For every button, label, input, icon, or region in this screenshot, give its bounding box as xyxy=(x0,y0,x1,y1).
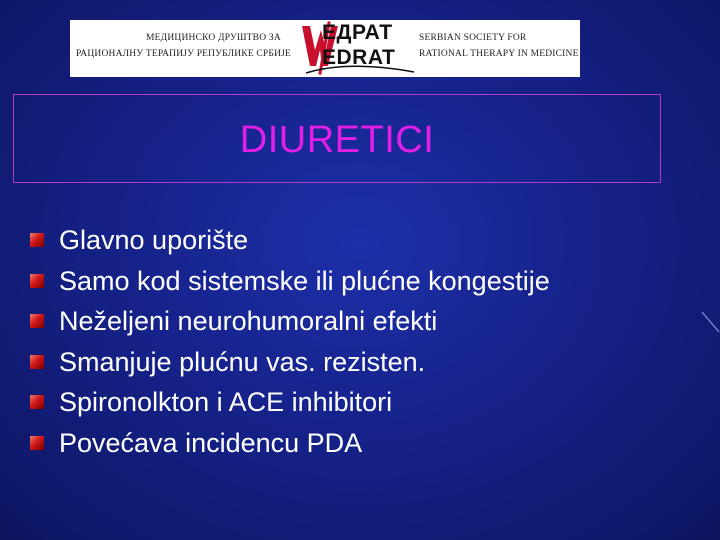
title-box xyxy=(13,94,661,183)
edrat-logo-mark xyxy=(298,20,418,77)
bullet-text: Povećava incidencu PDA xyxy=(59,427,363,458)
bullet-text: Spironolkton i ACE inhibitori xyxy=(59,387,393,417)
logo-mark-bottom: EDRAT xyxy=(322,46,396,69)
bullet-text: Samo kod sistemske ili plućne kongestije xyxy=(59,265,550,296)
bullet-square-icon xyxy=(30,355,44,369)
logo-left-text xyxy=(76,30,298,62)
bullet-square-icon xyxy=(30,233,44,247)
slide-title: DIURETICI xyxy=(239,119,435,161)
logo-left-line-2: РАЦИОНАЛНУ ТЕРАПИЈУ РЕПУБЛИКЕ СРБИЈЕ xyxy=(76,49,292,59)
logo-right-line-2: RATIONAL THERAPY IN MEDICINE xyxy=(419,49,579,59)
bullet-text: Smanjuje plućnu vas. rezisten. xyxy=(59,346,426,377)
society-logo-banner xyxy=(70,20,580,77)
bullet-text: Glavno uporište xyxy=(59,225,249,255)
bullet-square-icon xyxy=(30,395,44,409)
logo-right-text xyxy=(419,30,577,62)
bullet-square-icon xyxy=(30,274,44,288)
logo-left-line-1: МЕДИЦИНСКО ДРУШТВО ЗА xyxy=(146,33,281,43)
bullet-text: Neželjeni neurohumoralni efekti xyxy=(59,306,438,336)
bullet-square-icon xyxy=(30,436,44,450)
logo-right-line-1: SERBIAN SOCIETY FOR xyxy=(419,33,527,43)
logo-mark-top: ЕДРАТ xyxy=(322,21,393,44)
bullet-square-icon xyxy=(30,314,44,328)
decorative-line xyxy=(700,310,720,340)
